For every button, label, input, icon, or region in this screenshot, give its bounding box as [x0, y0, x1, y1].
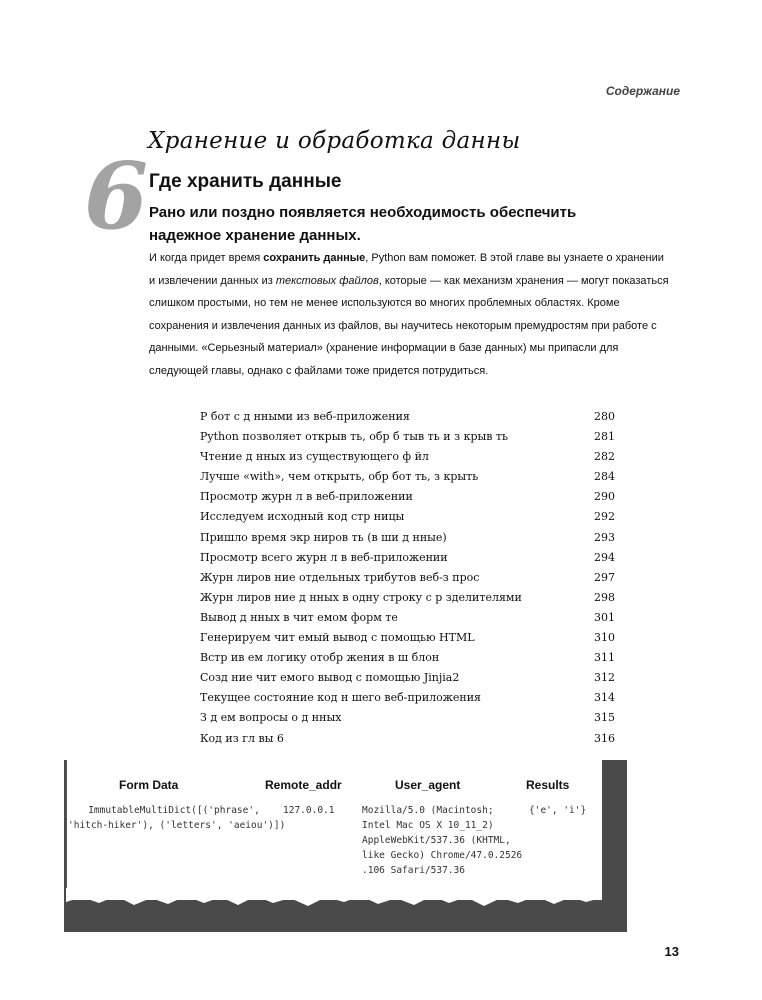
- toc-title: Вывод д нных в чит емом форм те: [200, 610, 398, 624]
- toc-entry[interactable]: [200, 688, 615, 708]
- toc-title: Python позволяет открыв ть, обр б тыв ть и з крыв ть: [200, 430, 509, 444]
- toc-entry[interactable]: [200, 708, 615, 728]
- toc-page: 292: [594, 510, 615, 524]
- toc-title: Журн лиров ние д нных в одну строку с р зделителями: [200, 590, 522, 604]
- toc-entry[interactable]: [200, 648, 615, 668]
- toc-page: 298: [594, 590, 615, 604]
- toc-page: 311: [594, 651, 615, 665]
- toc-page: 294: [594, 550, 615, 564]
- toc-entry[interactable]: [200, 507, 615, 527]
- toc-title: З д ем вопросы о д нных: [200, 711, 342, 725]
- toc-entry[interactable]: [200, 487, 615, 507]
- toc-page: 301: [594, 610, 615, 624]
- chapter-title: Где хранить данные: [149, 171, 342, 192]
- figure-dark-right-strip: [601, 760, 627, 932]
- toc-page: 310: [594, 631, 615, 645]
- emphasis-bold: сохранить данные: [263, 252, 366, 264]
- col-header-results: Results: [526, 778, 570, 792]
- toc-title: Чтение д нных из существующего ф йл: [200, 450, 429, 464]
- toc-page: 281: [594, 430, 615, 444]
- chapter-lead: Рано или поздно появляется необходимость обеспечить надежное хранение данных.: [149, 204, 577, 244]
- toc-page: 290: [594, 490, 615, 504]
- chapter-script-title: Хранение и обработка данны: [148, 128, 521, 154]
- toc-title: Генерируем чит емый вывод с помощью HTML: [200, 631, 475, 645]
- toc-title: Лучше «with», чем открыть, обр бот ть, з крыть: [200, 470, 479, 484]
- toc-title: Р бот с д нными из веб-приложения: [200, 410, 410, 423]
- toc-title: Исследуем исходный код стр ницы: [200, 510, 405, 524]
- toc-entry[interactable]: [200, 568, 615, 588]
- toc-entry[interactable]: [200, 407, 615, 427]
- toc-page: 297: [594, 570, 615, 584]
- torn-paper-edge: [66, 888, 601, 920]
- col-header-remote-addr: Remote_addr: [265, 778, 342, 792]
- toc-entry[interactable]: [200, 548, 615, 568]
- toc-page: 312: [594, 671, 615, 685]
- toc-page: 280: [594, 410, 615, 423]
- toc-title: Пришло время экр ниров ть (в ши д нные): [200, 530, 447, 544]
- toc-title: Просмотр всего журн л в веб-приложении: [200, 550, 448, 564]
- cell-results: {'e', 'i'}: [529, 805, 587, 816]
- toc-title: Созд ние чит емого вывод с помощью Jinjia2: [200, 671, 460, 685]
- toc-entry[interactable]: [200, 427, 615, 447]
- toc-entry[interactable]: [200, 588, 615, 608]
- table-of-contents: [200, 407, 615, 749]
- chapter-number: 6: [84, 142, 149, 250]
- cell-form-data: ImmutableMultiDict([('phrase', 'hitch-hiker'), ('letters', 'aeiou')]): [68, 805, 286, 831]
- toc-title: Журн лиров ние отдельных трибутов веб-з прос: [200, 570, 480, 584]
- toc-title: Встр ив ем логику отобр жения в ш блон: [200, 651, 440, 665]
- cell-user-agent: Mozilla/5.0 (Macintosh; Intel Mac OS X 10_11_2) AppleWebKit/537.36 (KHTML, like Gecko) Chrome/47.0.2526 .106 Safari/537.36: [362, 805, 523, 876]
- toc-title: Просмотр журн л в веб-приложении: [200, 490, 413, 504]
- toc-page: 282: [594, 450, 615, 464]
- emphasis-italic: текстовых файлов: [275, 274, 379, 287]
- toc-entry[interactable]: [200, 628, 615, 648]
- toc-page: 316: [594, 731, 615, 745]
- toc-entry[interactable]: [200, 528, 615, 548]
- toc-page: 293: [594, 530, 615, 544]
- toc-entry[interactable]: [200, 729, 615, 749]
- toc-title: Код из гл вы 6: [200, 731, 284, 745]
- toc-page: 315: [594, 711, 615, 725]
- cell-remote-addr: 127.0.0.1: [283, 805, 335, 816]
- toc-page: 284: [594, 470, 615, 484]
- toc-page: 314: [594, 691, 615, 705]
- chapter-intro-paragraph: И когда придет время сохранить данные, Python вам поможет. В этой главе вы узнаете о хранении и извлечении данных из текстовых файлов, которые — как механизм хранения — могут показаться слишком простыми, но тем не менее используются во многих проблемных областях. Кроме сохранения и извлечения данных из файлов, вы научитесь некоторым премудростям при работе с данными. «Серьезный материал» (хранение информации в базе данных) мы припасли для следующей главы, однако с файлами тоже придется потрудиться.: [149, 252, 669, 377]
- running-header: Содержание: [605, 84, 680, 98]
- col-header-user-agent: User_agent: [395, 778, 461, 792]
- page-number: 13: [664, 944, 679, 959]
- toc-title: Текущее состояние код н шего веб-приложения: [200, 691, 481, 705]
- toc-entry[interactable]: [200, 447, 615, 467]
- toc-entry[interactable]: [200, 467, 615, 487]
- toc-entry[interactable]: [200, 668, 615, 688]
- col-header-form-data: Form Data: [119, 778, 179, 792]
- toc-entry[interactable]: [200, 608, 615, 628]
